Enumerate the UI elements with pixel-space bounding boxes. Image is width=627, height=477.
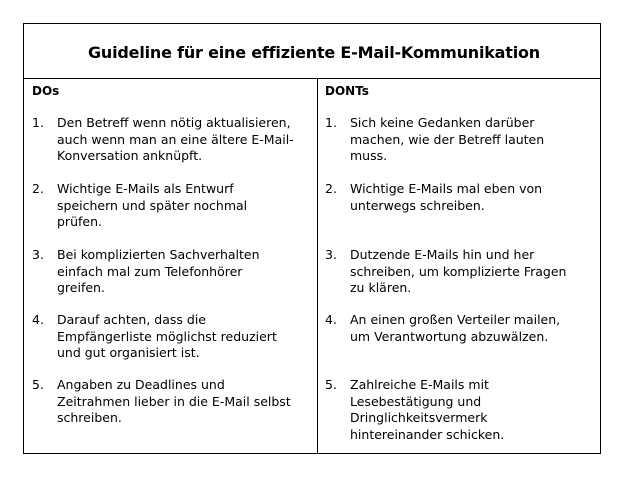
item-text	[350, 181, 597, 214]
item-line: unterwegs schreiben.	[350, 197, 485, 213]
item-line: schreiben, um komplizierte Fragen	[350, 263, 567, 279]
item-line: An einen großen Verteiler mailen,	[350, 312, 561, 327]
item-line: Konversation anknüpft.	[57, 148, 203, 163]
item-number: 5.	[325, 377, 337, 392]
document-title: Guideline für eine effiziente E-Mail-Kommunikation	[88, 43, 540, 62]
item-line: hintereinander schicken.	[350, 426, 505, 442]
item-text	[350, 377, 597, 443]
item-line: Lesebestätigung und	[350, 393, 482, 409]
item-line: speichern und später nochmal	[57, 197, 248, 213]
item-line: schreiben.	[57, 410, 122, 425]
item-number: 2.	[32, 181, 44, 196]
item-line: Dringlichkeitsvermerk	[350, 410, 488, 425]
item-line: Empfängerliste möglichst reduziert	[57, 328, 277, 344]
item-line: greifen.	[57, 280, 105, 295]
item-number: 1.	[325, 115, 337, 130]
item-text	[350, 312, 597, 345]
item-line: Den Betreff wenn nötig aktualisieren,	[57, 115, 291, 130]
item-line: um Verantwortung abzuwälzen.	[350, 328, 549, 344]
item-text	[350, 115, 597, 165]
donts-column	[318, 79, 600, 453]
item-text	[57, 312, 314, 362]
item-text	[57, 181, 314, 231]
item-line: Dutzende E-Mails hin und her	[350, 247, 535, 262]
item-line: Zahlreiche E-Mails mit	[350, 377, 489, 392]
dos-header: DOs	[32, 84, 60, 98]
item-line: Wichtige E-Mails mal eben von	[350, 181, 543, 196]
item-text	[57, 115, 314, 165]
item-number: 3.	[32, 247, 44, 262]
dos-column	[24, 79, 318, 453]
item-line: einfach mal zum Telefonhörer	[57, 263, 243, 279]
item-line: Wichtige E-Mails als Entwurf	[57, 181, 234, 196]
title-row	[24, 24, 600, 79]
item-line: auch wenn man an eine ältere E-Mail-	[57, 131, 294, 147]
item-text	[57, 247, 314, 297]
item-number: 2.	[325, 181, 337, 196]
item-number: 1.	[32, 115, 44, 130]
item-text	[57, 377, 314, 427]
item-line: prüfen.	[57, 214, 102, 229]
item-line: Angaben zu Deadlines und	[57, 377, 225, 392]
item-line: und gut organisiert ist.	[57, 345, 200, 360]
item-number: 4.	[325, 312, 337, 327]
item-number: 3.	[325, 247, 337, 262]
donts-header: DONTs	[325, 84, 369, 98]
item-line: Sich keine Gedanken darüber	[350, 115, 535, 130]
item-line: machen, wie der Betreff lauten	[350, 131, 545, 147]
guideline-table	[23, 23, 601, 454]
item-line: muss.	[350, 148, 388, 163]
item-text	[350, 247, 597, 297]
item-line: zu klären.	[350, 280, 412, 295]
item-line: Zeitrahmen lieber in die E-Mail selbst	[57, 393, 291, 409]
item-number: 4.	[32, 312, 44, 327]
item-number: 5.	[32, 377, 44, 392]
item-line: Darauf achten, dass die	[57, 312, 206, 327]
item-line: Bei komplizierten Sachverhalten	[57, 247, 260, 262]
